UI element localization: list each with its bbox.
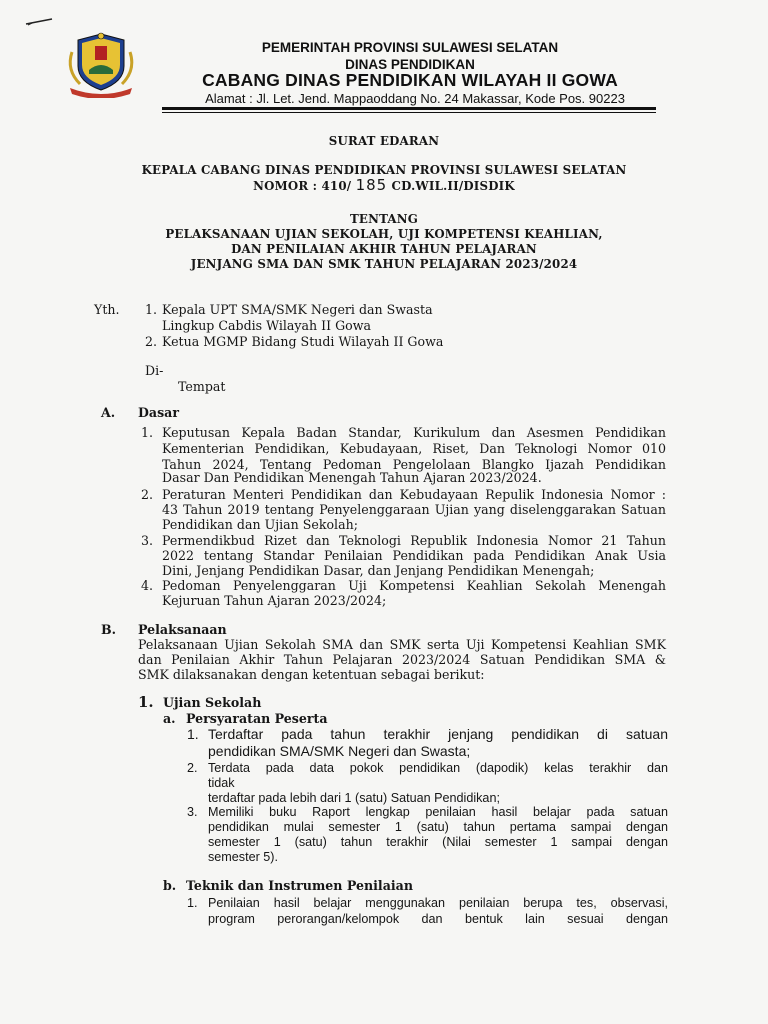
dasar-item-line: Dini, Jenjang Pendidikan Dasar, dan Jenjang Pendidikan Menengah; xyxy=(162,563,595,578)
letterhead-department: DINAS PENDIDIKAN xyxy=(345,57,475,72)
recipient-2-line-1: Ketua MGMP Bidang Studi Wilayah II Gowa xyxy=(162,334,444,349)
di-label: Di- xyxy=(145,363,164,378)
sub1b-heading: Teknik dan Instrumen Penilaian xyxy=(186,878,413,893)
letterhead-address: Alamat : Jl. Let. Jend. Mappaoddang No. 24 Makassar, Kode Pos. 90223 xyxy=(205,91,625,106)
recipient-1-line-1: Kepala UPT SMA/SMK Negeri dan Swasta xyxy=(162,302,433,317)
sub1-num: 1. xyxy=(138,693,154,711)
section-b-heading: Pelaksanaan xyxy=(138,622,227,637)
nomor xyxy=(100,176,668,194)
subject-line-2: DAN PENILAIAN AKHIR TAHUN PELAJARAN xyxy=(231,242,537,256)
nomor-prefix: NOMOR : 410/ xyxy=(253,179,352,193)
req-item-line: Terdata pada data pokok pendidikan (dapodik) kelas terakhir dan xyxy=(208,761,668,775)
sub1a-letter: a. xyxy=(163,711,176,726)
recipient-1-line-2: Lingkup Cabdis Wilayah II Gowa xyxy=(162,318,372,333)
req-item-line: semester 1 (satu) tahun terakhir (Nilai semester 1 sampai dengan xyxy=(208,835,668,849)
dasar-item-line: Kejuruan Tahun Ajaran 2023/2024; xyxy=(162,593,387,608)
tempat-label: Tempat xyxy=(178,379,226,394)
dasar-item-line: Tahun 2024, Tentang Pedoman Pengelolaan Blangko Ijazah Pendidikan xyxy=(162,457,666,472)
recipient-2-num: 2. xyxy=(145,334,158,349)
pen-mark-icon xyxy=(24,15,54,27)
dasar-item-num: 3. xyxy=(141,533,154,548)
letterhead-branch: CABANG DINAS PENDIDIKAN WILAYAH II GOWA xyxy=(202,70,618,90)
dasar-item-num: 4. xyxy=(141,578,154,593)
dasar-item-num: 2. xyxy=(141,487,154,502)
subject-line-1: PELAKSANAAN UJIAN SEKOLAH, UJI KOMPETENSI KEAHLIAN, xyxy=(165,227,603,241)
sub1a-heading: Persyaratan Peserta xyxy=(186,711,328,726)
section-a-letter: A. xyxy=(101,405,116,420)
req-item-line: pendidikan SMA/SMK Negeri dan Swasta; xyxy=(208,743,471,759)
sub1b-letter: b. xyxy=(163,878,177,893)
recipient-label: Yth. xyxy=(94,302,120,317)
dasar-item-line: 2022 tentang Standar Penilaian Pendidikan pada Pendidikan Anak Usia xyxy=(162,548,666,563)
dasar-item-num: 1. xyxy=(141,425,154,440)
section-b-letter: B. xyxy=(101,622,117,637)
province-emblem-icon xyxy=(62,30,140,98)
req-item-line: Memiliki buku Raport lengkap penilaian hasil belajar pada satuan xyxy=(208,805,668,819)
dasar-item-line: Pedoman Penyelenggaran Uji Kompetensi Keahlian Sekolah Menengah xyxy=(162,578,666,593)
tech-item-line: program perorangan/kelompok dan bentuk lain sesuai dengan xyxy=(208,912,668,926)
section-b-intro-line: dan Penilaian Akhir Tahun Pelajaran 2023/2024 Satuan Pendidikan SMA & xyxy=(138,652,666,667)
nomor-suffix: CD.WIL.II/DISDIK xyxy=(391,179,515,193)
sub1-heading: Ujian Sekolah xyxy=(163,695,262,710)
tech-item-num: 1. xyxy=(187,896,198,910)
subject-line-3: JENJANG SMA DAN SMK TAHUN PELAJARAN 2023/2024 xyxy=(190,257,578,271)
letterhead-province: PEMERINTAH PROVINSI SULAWESI SELATAN xyxy=(261,40,559,55)
dasar-item-line: Permendikbud Rizet dan Teknologi Republik Indonesia Nomor 21 Tahun xyxy=(162,533,666,548)
recipient-1-num: 1. xyxy=(145,302,158,317)
letterhead-rule-thin xyxy=(162,112,656,113)
issuer: KEPALA CABANG DINAS PENDIDIKAN PROVINSI SULAWESI SELATAN xyxy=(141,163,627,177)
tech-item-line: Penilaian hasil belajar menggunakan penilaian berupa tes, observasi, xyxy=(208,896,668,910)
letterhead-rule xyxy=(162,107,656,110)
section-b-intro-line: SMK dilaksanakan dengan ketentuan sebagai berikut: xyxy=(138,667,485,682)
section-a-heading: Dasar xyxy=(138,405,179,420)
doc-type: SURAT EDARAN xyxy=(328,134,440,148)
dasar-item-line: Kementerian Pendidikan, Kebudayaan, Riset, Dan Teknologi Nomor 010 xyxy=(162,441,666,456)
req-item-num: 3. xyxy=(187,805,198,819)
req-item-line: terdaftar pada lebih dari 1 (satu) Satuan Pendidikan; xyxy=(208,791,500,805)
dasar-item-line: Peraturan Menteri Pendidikan dan Kebudayaan Repulik Indonesia Nomor : xyxy=(162,487,666,502)
nomor-handwritten: 185 xyxy=(355,176,388,194)
req-item-num: 1. xyxy=(187,726,199,742)
req-item-line: semester 5). xyxy=(208,850,278,864)
req-item-num: 2. xyxy=(187,761,198,775)
req-item-line: Terdaftar pada tahun terakhir jenjang pendidikan di satuan xyxy=(208,726,668,742)
req-item-line: tidak xyxy=(208,776,235,790)
dasar-item-line: Dasar Dan Pendidikan Menengah Tahun Ajaran 2023/2024. xyxy=(162,470,542,485)
dasar-item-line: Pendidikan dan Ujian Sekolah; xyxy=(162,517,358,532)
dasar-item-line: Keputusan Kepala Badan Standar, Kurikulum dan Asesmen Pendidikan xyxy=(162,425,666,440)
section-b-intro-line: Pelaksanaan Ujian Sekolah SMA dan SMK serta Uji Kompetensi Keahlian SMK xyxy=(138,637,666,652)
dasar-item-line: 43 Tahun 2019 tentang Penyelenggaraan Ujian yang diselenggarakan Satuan xyxy=(162,502,666,517)
tentang: TENTANG xyxy=(349,212,419,226)
req-item-line: pendidikan mulai semester 1 (satu) tahun pertama sampai dengan xyxy=(208,820,668,834)
